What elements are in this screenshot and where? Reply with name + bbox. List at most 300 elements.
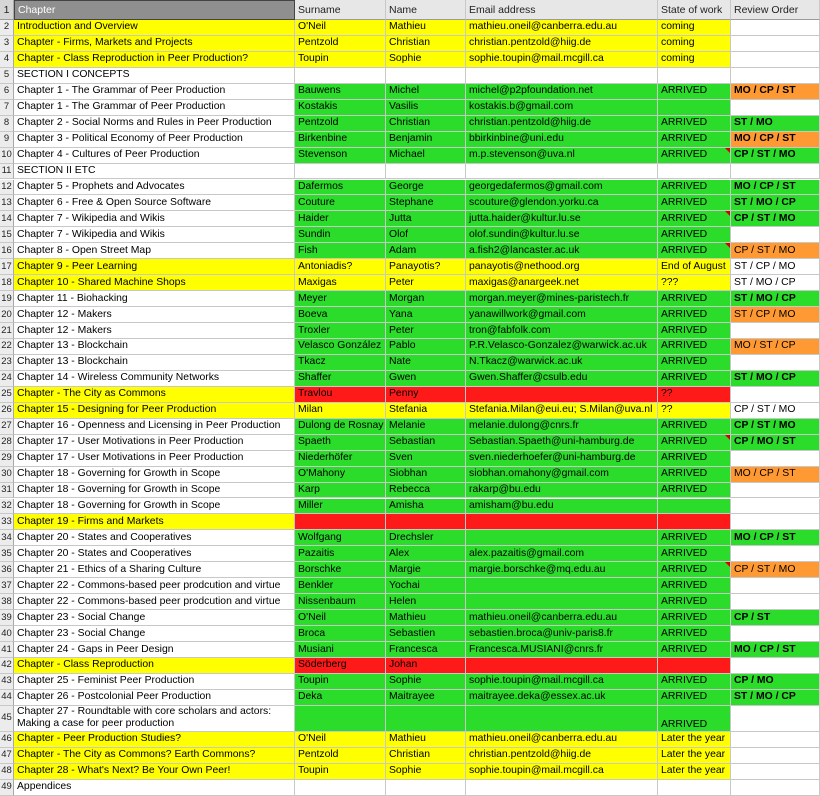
name-cell[interactable]: Christian [386,116,466,132]
row-number[interactable]: 2 [0,20,14,36]
row-number[interactable]: 45 [0,706,14,732]
name-cell[interactable]: Melanie [386,419,466,435]
chapter-cell[interactable]: Chapter 21 - Ethics of a Sharing Culture [14,562,295,578]
row-number[interactable]: 33 [0,514,14,530]
surname-cell[interactable]: Birkenbine [295,132,386,148]
chapter-cell[interactable]: Chapter 20 - States and Cooperatives [14,546,295,562]
surname-cell[interactable]: Musiani [295,642,386,658]
chapter-cell[interactable]: Chapter 27 - Roundtable with core scholars and actors: Making a case for peer production [14,706,295,732]
chapter-cell[interactable]: Chapter 12 - Makers [14,307,295,323]
review-order-cell[interactable]: MO / CP / ST [731,642,820,658]
review-order-cell[interactable] [731,52,820,68]
state-cell[interactable]: ARRIVED [658,84,731,100]
name-cell[interactable]: Stefania [386,403,466,419]
surname-cell[interactable]: Velasco González [295,339,386,355]
review-order-cell[interactable] [731,578,820,594]
email-cell[interactable]: christian.pentzold@hiig.de [466,748,658,764]
chapter-cell[interactable]: Chapter 20 - States and Cooperatives [14,530,295,546]
name-cell[interactable]: Francesca [386,642,466,658]
chapter-cell[interactable]: Chapter - The City as Commons? Earth Commons? [14,748,295,764]
name-cell[interactable]: Pablo [386,339,466,355]
row-number[interactable]: 37 [0,578,14,594]
chapter-cell[interactable]: Chapter 7 - Wikipedia and Wikis [14,211,295,227]
surname-cell[interactable]: Pentzold [295,116,386,132]
review-order-cell[interactable]: MO / CP / ST [731,467,820,483]
state-cell[interactable]: ARRIVED [658,339,731,355]
review-order-cell[interactable]: MO / CP / ST [731,530,820,546]
surname-cell[interactable]: Miller [295,499,386,515]
surname-cell[interactable]: Troxler [295,323,386,339]
chapter-cell[interactable]: Chapter 9 - Peer Learning [14,259,295,275]
review-order-cell[interactable] [731,499,820,515]
state-cell[interactable]: ARRIVED [658,116,731,132]
state-cell[interactable]: ARRIVED [658,419,731,435]
email-cell[interactable]: bbirkinbine@uni.edu [466,132,658,148]
surname-cell[interactable] [295,514,386,530]
row-number[interactable]: 10 [0,148,14,164]
surname-cell[interactable] [295,164,386,180]
chapter-cell[interactable]: Chapter - Class Reproduction [14,658,295,674]
surname-cell[interactable]: Spaeth [295,435,386,451]
row-number[interactable]: 9 [0,132,14,148]
surname-cell[interactable]: O'Neil [295,732,386,748]
surname-cell[interactable]: Deka [295,690,386,706]
name-cell[interactable]: George [386,180,466,196]
chapter-cell[interactable]: Chapter 7 - Wikipedia and Wikis [14,227,295,243]
row-number[interactable]: 46 [0,732,14,748]
surname-cell[interactable]: O'Neil [295,610,386,626]
chapter-cell[interactable]: Chapter 6 - Free & Open Source Software [14,195,295,211]
review-order-cell[interactable]: ST / MO / CP [731,275,820,291]
name-cell[interactable]: Christian [386,36,466,52]
chapter-cell[interactable]: Chapter 13 - Blockchain [14,355,295,371]
review-order-cell[interactable]: ST / MO [731,116,820,132]
review-order-cell[interactable]: CP / ST / MO [731,562,820,578]
review-order-cell[interactable]: CP / ST [731,610,820,626]
name-cell[interactable]: Sophie [386,674,466,690]
row-number[interactable]: 11 [0,164,14,180]
state-cell[interactable]: ARRIVED [658,211,731,227]
email-cell[interactable]: olof.sundin@kultur.lu.se [466,227,658,243]
chapter-cell[interactable]: Appendices [14,780,295,796]
state-cell[interactable]: ?? [658,403,731,419]
surname-cell[interactable]: Broca [295,626,386,642]
surname-cell[interactable]: Antoniadis? [295,259,386,275]
row-number[interactable]: 1 [0,0,14,20]
email-cell[interactable] [466,387,658,403]
review-order-cell[interactable]: MO / ST / CP [731,339,820,355]
state-cell[interactable] [658,499,731,515]
email-cell[interactable]: georgedafermos@gmail.com [466,180,658,196]
email-cell[interactable]: margie.borschke@mq.edu.au [466,562,658,578]
chapter-cell[interactable]: Chapter 1 - The Grammar of Peer Production [14,84,295,100]
surname-cell[interactable]: Niederhöfer [295,451,386,467]
state-cell[interactable]: ARRIVED [658,243,731,259]
name-cell[interactable]: Yochai [386,578,466,594]
email-cell[interactable]: siobhan.omahony@gmail.com [466,467,658,483]
review-order-cell[interactable]: CP / ST / MO [731,243,820,259]
email-cell[interactable]: sophie.toupin@mail.mcgill.ca [466,764,658,780]
name-cell[interactable]: Gwen [386,371,466,387]
email-cell[interactable]: maitrayee.deka@essex.ac.uk [466,690,658,706]
name-cell[interactable] [386,514,466,530]
chapter-cell[interactable]: Chapter 18 - Governing for Growth in Scope [14,499,295,515]
email-cell[interactable]: Sebastian.Spaeth@uni-hamburg.de [466,435,658,451]
email-cell[interactable]: P.R.Velasco-Gonzalez@warwick.ac.uk [466,339,658,355]
chapter-cell[interactable]: Chapter 16 - Openness and Licensing in Peer Production [14,419,295,435]
review-order-cell[interactable]: MO / CP / ST [731,180,820,196]
surname-cell[interactable]: Nissenbaum [295,594,386,610]
state-cell[interactable]: ARRIVED [658,610,731,626]
review-order-cell[interactable]: ST / CP / MO [731,307,820,323]
name-cell[interactable]: Michel [386,84,466,100]
chapter-cell[interactable]: Chapter 24 - Gaps in Peer Design [14,642,295,658]
name-cell[interactable]: Siobhan [386,467,466,483]
chapter-cell[interactable]: Chapter 1 - The Grammar of Peer Production [14,100,295,116]
surname-cell[interactable] [295,780,386,796]
state-cell[interactable]: ARRIVED [658,690,731,706]
state-cell[interactable]: Later the year [658,764,731,780]
email-cell[interactable]: maxigas@anargeek.net [466,275,658,291]
email-cell[interactable]: morgan.meyer@mines-paristech.fr [466,291,658,307]
row-number[interactable]: 8 [0,116,14,132]
email-cell[interactable]: sophie.toupin@mail.mcgill.ca [466,674,658,690]
name-cell[interactable]: Mathieu [386,20,466,36]
name-cell[interactable]: Mathieu [386,732,466,748]
row-number[interactable]: 16 [0,243,14,259]
name-cell[interactable]: Nate [386,355,466,371]
chapter-cell[interactable]: Chapter 26 - Postcolonial Peer Production [14,690,295,706]
review-order-cell[interactable]: MO / CP / ST [731,84,820,100]
email-cell[interactable]: Stefania.Milan@eui.eu; S.Milan@uva.nl [466,403,658,419]
state-cell[interactable]: ARRIVED [658,562,731,578]
name-cell[interactable]: Helen [386,594,466,610]
surname-cell[interactable] [295,706,386,732]
review-order-cell[interactable] [731,36,820,52]
email-cell[interactable]: N.Tkacz@warwick.ac.uk [466,355,658,371]
name-cell[interactable]: Olof [386,227,466,243]
row-number[interactable]: 3 [0,36,14,52]
row-number[interactable]: 39 [0,610,14,626]
surname-cell[interactable]: Travlou [295,387,386,403]
review-order-cell[interactable] [731,748,820,764]
row-number[interactable]: 5 [0,68,14,84]
review-order-cell[interactable]: ST / MO / CP [731,195,820,211]
email-cell[interactable]: Francesca.MUSIANI@cnrs.fr [466,642,658,658]
name-cell[interactable]: Yana [386,307,466,323]
row-number[interactable]: 6 [0,84,14,100]
review-order-cell[interactable]: CP / ST / MO [731,148,820,164]
review-order-cell[interactable] [731,626,820,642]
row-number[interactable]: 19 [0,291,14,307]
chapter-cell[interactable]: Chapter 11 - Biohacking [14,291,295,307]
state-cell[interactable]: ARRIVED [658,451,731,467]
name-cell[interactable]: Sebastian [386,435,466,451]
row-number[interactable]: 41 [0,642,14,658]
surname-cell[interactable]: O'Neil [295,20,386,36]
chapter-cell[interactable]: Chapter 23 - Social Change [14,626,295,642]
review-order-cell[interactable]: ST / CP / MO [731,259,820,275]
row-number[interactable]: 35 [0,546,14,562]
row-number[interactable]: 24 [0,371,14,387]
email-cell[interactable] [466,594,658,610]
chapter-cell[interactable]: Chapter 17 - User Motivations in Peer Production [14,435,295,451]
state-cell[interactable]: ??? [658,275,731,291]
name-cell[interactable]: Alex [386,546,466,562]
row-number[interactable]: 38 [0,594,14,610]
review-order-cell[interactable] [731,100,820,116]
name-cell[interactable]: Morgan [386,291,466,307]
row-number[interactable]: 26 [0,403,14,419]
review-order-cell[interactable]: CP / MO [731,674,820,690]
email-cell[interactable]: a.fish2@lancaster.ac.uk [466,243,658,259]
surname-cell[interactable]: Toupin [295,674,386,690]
name-cell[interactable]: Johan [386,658,466,674]
email-cell[interactable]: mathieu.oneil@canberra.edu.au [466,20,658,36]
state-cell[interactable]: coming [658,36,731,52]
chapter-cell[interactable]: SECTION II ETC [14,164,295,180]
state-cell[interactable]: ARRIVED [658,227,731,243]
surname-cell[interactable]: Dulong de Rosnay [295,419,386,435]
state-cell[interactable] [658,780,731,796]
state-cell[interactable]: ARRIVED [658,195,731,211]
review-order-cell[interactable] [731,323,820,339]
header-cell-review-order[interactable]: Review Order [731,0,820,20]
state-cell[interactable]: End of August [658,259,731,275]
row-number[interactable]: 42 [0,658,14,674]
name-cell[interactable]: Sophie [386,52,466,68]
review-order-cell[interactable]: ST / MO / CP [731,291,820,307]
review-order-cell[interactable] [731,546,820,562]
name-cell[interactable]: Vasilis [386,100,466,116]
row-number[interactable]: 28 [0,435,14,451]
row-number[interactable]: 7 [0,100,14,116]
surname-cell[interactable]: Stevenson [295,148,386,164]
chapter-cell[interactable]: Chapter 8 - Open Street Map [14,243,295,259]
row-number[interactable]: 40 [0,626,14,642]
name-cell[interactable]: Drechsler [386,530,466,546]
name-cell[interactable]: Michael [386,148,466,164]
email-cell[interactable]: Gwen.Shaffer@csulb.edu [466,371,658,387]
surname-cell[interactable]: Pentzold [295,748,386,764]
chapter-cell[interactable]: Chapter 25 - Feminist Peer Production [14,674,295,690]
email-cell[interactable]: mathieu.oneil@canberra.edu.au [466,732,658,748]
chapter-cell[interactable]: Chapter 4 - Cultures of Peer Production [14,148,295,164]
chapter-cell[interactable]: Chapter 22 - Commons-based peer prodcution and virtue [14,594,295,610]
surname-cell[interactable]: Toupin [295,764,386,780]
review-order-cell[interactable] [731,514,820,530]
email-cell[interactable]: tron@fabfolk.com [466,323,658,339]
review-order-cell[interactable]: ST / MO / CP [731,690,820,706]
chapter-cell[interactable]: Chapter 22 - Commons-based peer prodcution and virtue [14,578,295,594]
header-cell-surname[interactable]: Surname [295,0,386,20]
state-cell[interactable]: ARRIVED [658,435,731,451]
name-cell[interactable]: Adam [386,243,466,259]
row-number[interactable]: 14 [0,211,14,227]
state-cell[interactable]: ARRIVED [658,467,731,483]
email-cell[interactable]: kostakis.b@gmail.com [466,100,658,116]
review-order-cell[interactable] [731,227,820,243]
name-cell[interactable]: Sven [386,451,466,467]
chapter-cell[interactable]: Chapter 12 - Makers [14,323,295,339]
row-number[interactable]: 12 [0,180,14,196]
surname-cell[interactable]: Haider [295,211,386,227]
email-cell[interactable]: christian.pentzold@hiig.de [466,36,658,52]
state-cell[interactable] [658,68,731,84]
email-cell[interactable] [466,164,658,180]
row-number[interactable]: 13 [0,195,14,211]
email-cell[interactable]: amisham@bu.edu [466,499,658,515]
review-order-cell[interactable] [731,764,820,780]
name-cell[interactable]: Christian [386,748,466,764]
review-order-cell[interactable] [731,483,820,499]
surname-cell[interactable]: Toupin [295,52,386,68]
state-cell[interactable]: ARRIVED [658,148,731,164]
name-cell[interactable]: Jutta [386,211,466,227]
state-cell[interactable]: ARRIVED [658,483,731,499]
name-cell[interactable]: Panayotis? [386,259,466,275]
surname-cell[interactable]: Maxigas [295,275,386,291]
state-cell[interactable]: ARRIVED [658,642,731,658]
email-cell[interactable] [466,514,658,530]
surname-cell[interactable]: Meyer [295,291,386,307]
chapter-cell[interactable]: Chapter 3 - Political Economy of Peer Production [14,132,295,148]
state-cell[interactable]: ARRIVED [658,323,731,339]
state-cell[interactable]: ARRIVED [658,291,731,307]
chapter-cell[interactable]: Chapter 19 - Firms and Markets [14,514,295,530]
chapter-cell[interactable]: Introduction and Overview [14,20,295,36]
email-cell[interactable]: mathieu.oneil@canberra.edu.au [466,610,658,626]
name-cell[interactable] [386,164,466,180]
row-number[interactable]: 18 [0,275,14,291]
review-order-cell[interactable]: MO / CP / ST [731,132,820,148]
email-cell[interactable]: michel@p2pfoundation.net [466,84,658,100]
header-cell-state[interactable]: State of work [658,0,731,20]
surname-cell[interactable]: Fish [295,243,386,259]
state-cell[interactable]: ARRIVED [658,594,731,610]
state-cell[interactable]: ARRIVED [658,626,731,642]
row-number[interactable]: 21 [0,323,14,339]
chapter-cell[interactable]: Chapter 17 - User Motivations in Peer Production [14,451,295,467]
review-order-cell[interactable] [731,164,820,180]
name-cell[interactable]: Benjamin [386,132,466,148]
email-cell[interactable] [466,68,658,84]
row-number[interactable]: 34 [0,530,14,546]
state-cell[interactable] [658,658,731,674]
chapter-cell[interactable]: Chapter 15 - Designing for Peer Production [14,403,295,419]
name-cell[interactable]: Sebastien [386,626,466,642]
review-order-cell[interactable] [731,732,820,748]
review-order-cell[interactable] [731,451,820,467]
state-cell[interactable]: ARRIVED [658,530,731,546]
email-cell[interactable]: sebastien.broca@univ-paris8.fr [466,626,658,642]
chapter-cell[interactable]: Chapter 23 - Social Change [14,610,295,626]
header-cell-chapter[interactable]: Chapter [14,0,295,20]
header-cell-name[interactable]: Name [386,0,466,20]
name-cell[interactable]: Peter [386,323,466,339]
name-cell[interactable]: Mathieu [386,610,466,626]
chapter-cell[interactable]: Chapter - Firms, Markets and Projects [14,36,295,52]
name-cell[interactable]: Maitrayee [386,690,466,706]
surname-cell[interactable]: Benkler [295,578,386,594]
name-cell[interactable] [386,780,466,796]
review-order-cell[interactable] [731,387,820,403]
surname-cell[interactable]: Milan [295,403,386,419]
chapter-cell[interactable]: Chapter 18 - Governing for Growth in Scope [14,483,295,499]
email-cell[interactable] [466,658,658,674]
state-cell[interactable]: ARRIVED [658,546,731,562]
state-cell[interactable] [658,514,731,530]
state-cell[interactable]: ARRIVED [658,180,731,196]
chapter-cell[interactable]: Chapter 2 - Social Norms and Rules in Peer Production [14,116,295,132]
surname-cell[interactable]: Söderberg [295,658,386,674]
chapter-cell[interactable]: Chapter - Class Reproduction in Peer Production? [14,52,295,68]
state-cell[interactable]: ARRIVED [658,355,731,371]
email-cell[interactable]: melanie.dulong@cnrs.fr [466,419,658,435]
chapter-cell[interactable]: Chapter 10 - Shared Machine Shops [14,275,295,291]
row-number[interactable]: 47 [0,748,14,764]
state-cell[interactable]: coming [658,20,731,36]
surname-cell[interactable]: Wolfgang [295,530,386,546]
row-number[interactable]: 4 [0,52,14,68]
chapter-cell[interactable]: Chapter 14 - Wireless Community Networks [14,371,295,387]
surname-cell[interactable]: Kostakis [295,100,386,116]
row-number[interactable]: 43 [0,674,14,690]
row-number[interactable]: 15 [0,227,14,243]
email-cell[interactable]: sophie.toupin@mail.mcgill.ca [466,52,658,68]
name-cell[interactable] [386,706,466,732]
name-cell[interactable]: Sophie [386,764,466,780]
state-cell[interactable]: ARRIVED [658,674,731,690]
review-order-cell[interactable] [731,355,820,371]
state-cell[interactable]: ?? [658,387,731,403]
review-order-cell[interactable]: CP / ST / MO [731,403,820,419]
name-cell[interactable]: Penny [386,387,466,403]
email-cell[interactable]: panayotis@nethood.org [466,259,658,275]
email-cell[interactable] [466,706,658,732]
name-cell[interactable]: Margie [386,562,466,578]
row-number[interactable]: 48 [0,764,14,780]
row-number[interactable]: 44 [0,690,14,706]
surname-cell[interactable]: Sundin [295,227,386,243]
row-number[interactable]: 17 [0,259,14,275]
chapter-cell[interactable]: Chapter 13 - Blockchain [14,339,295,355]
review-order-cell[interactable]: CP / ST / MO [731,419,820,435]
chapter-cell[interactable]: Chapter 28 - What's Next? Be Your Own Peer! [14,764,295,780]
surname-cell[interactable]: Shaffer [295,371,386,387]
email-cell[interactable] [466,780,658,796]
chapter-cell[interactable]: Chapter 18 - Governing for Growth in Scope [14,467,295,483]
row-number[interactable]: 25 [0,387,14,403]
row-number[interactable]: 32 [0,499,14,515]
review-order-cell[interactable] [731,780,820,796]
row-number[interactable]: 49 [0,780,14,796]
row-number[interactable]: 20 [0,307,14,323]
email-cell[interactable]: jutta.haider@kultur.lu.se [466,211,658,227]
state-cell[interactable]: Later the year [658,732,731,748]
state-cell[interactable]: ARRIVED [658,371,731,387]
state-cell[interactable]: Later the year [658,748,731,764]
review-order-cell[interactable] [731,594,820,610]
email-cell[interactable]: m.p.stevenson@uva.nl [466,148,658,164]
chapter-cell[interactable]: SECTION I CONCEPTS [14,68,295,84]
review-order-cell[interactable]: CP / ST / MO [731,211,820,227]
row-number[interactable]: 36 [0,562,14,578]
surname-cell[interactable]: Pentzold [295,36,386,52]
chapter-cell[interactable]: Chapter - The City as Commons [14,387,295,403]
review-order-cell[interactable] [731,20,820,36]
email-cell[interactable] [466,578,658,594]
